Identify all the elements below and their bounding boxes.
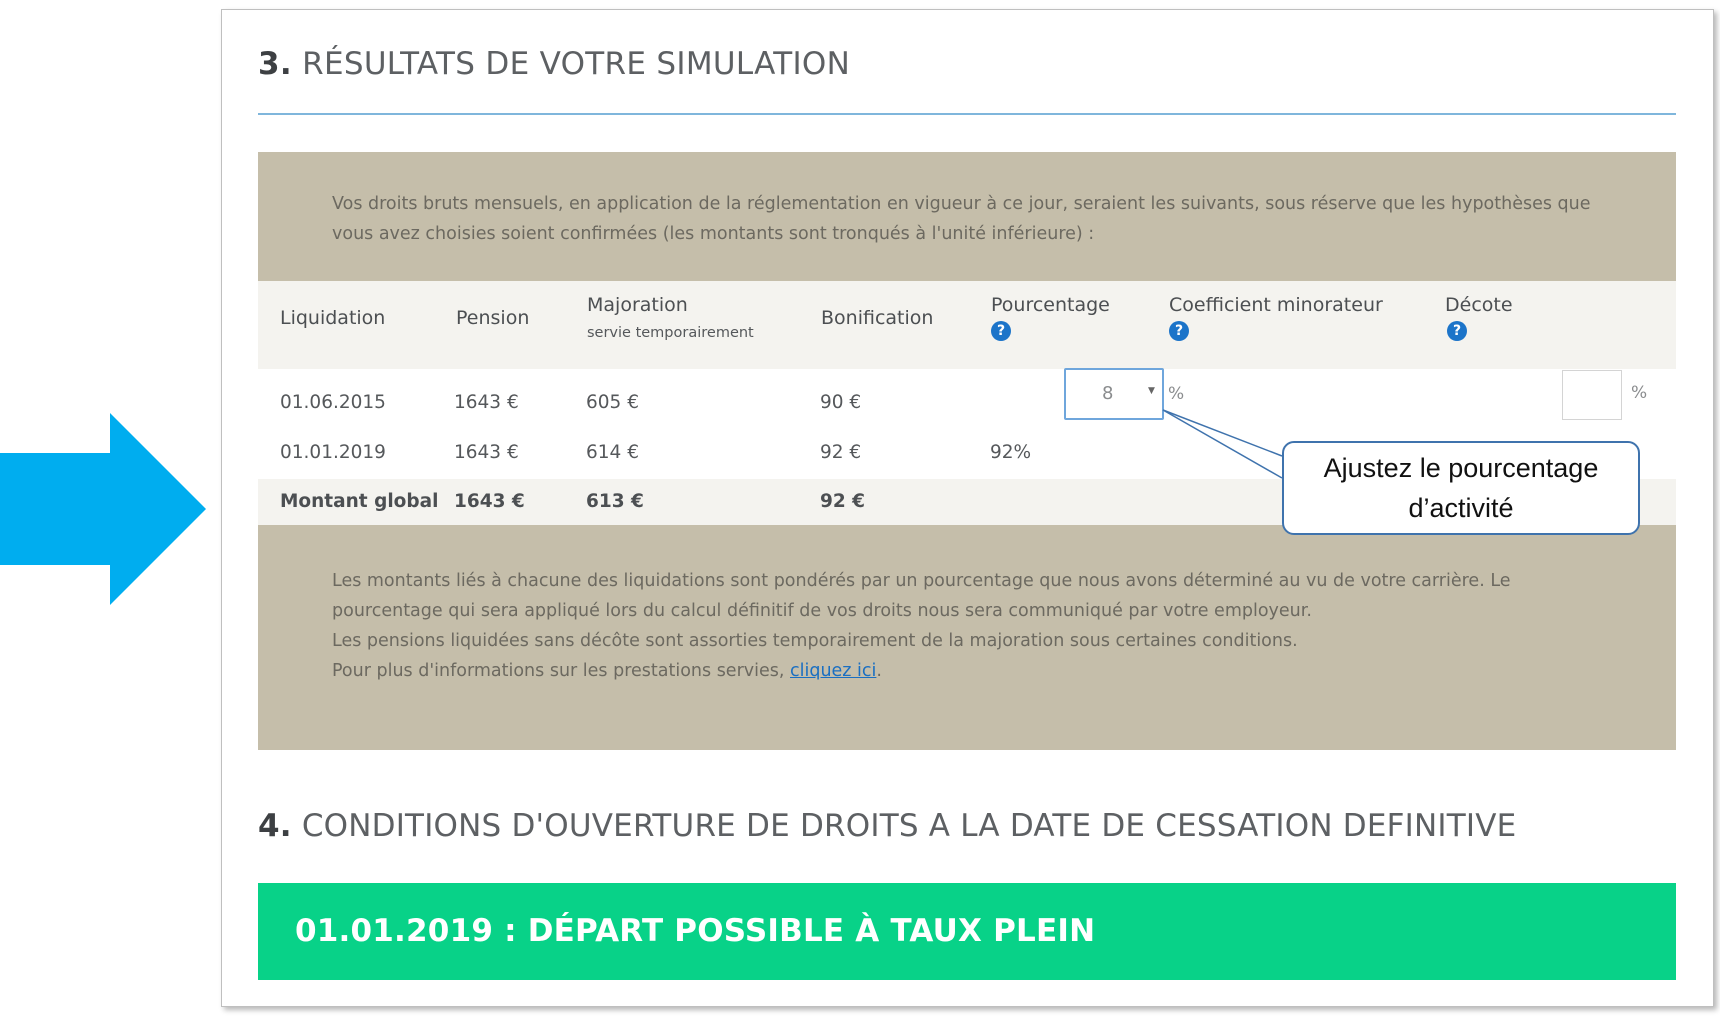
header-majoration: Majoration servie temporairement	[587, 294, 754, 341]
header-coefficient-minorateur: Coefficient minorateur ?	[1169, 294, 1383, 339]
pourcentage-select[interactable]	[1064, 368, 1164, 420]
total-majoration: 613 €	[586, 491, 644, 512]
cell-pourcentage: 92%	[990, 442, 1032, 463]
cell-liquidation: 01.06.2015	[280, 392, 386, 413]
header-liquidation: Liquidation	[280, 307, 386, 329]
cell-majoration: 614 €	[586, 442, 639, 463]
total-label: Montant global	[280, 491, 439, 512]
cell-bonification: 92 €	[820, 442, 862, 463]
status-banner: 01.01.2019 : DÉPART POSSIBLE À TAUX PLEIN	[258, 883, 1676, 980]
intro-text: Vos droits bruts mensuels, en application de la réglementation en vigueur à ce jour, seraient les suivants, sous réserve que les hypothèses que vous avez choisies soient confirmées (les montants sont tronqués à l'unité inférieure) :	[258, 152, 1676, 281]
note-line-1: Les montants liés à chacune des liquidations sont pondérés par un pourcentage que nous avons déterminé au vu de votre carrière. Le pourcentage qui sera appliqué lors du calcul définitif de vos droits nous sera communiqué par votre employeur.	[332, 571, 1511, 621]
callout-line-1: Ajustez le pourcentage	[1323, 453, 1599, 483]
pourcentage-select-value: 8	[1102, 383, 1114, 404]
header-pourcentage: Pourcentage ?	[991, 294, 1110, 339]
cell-liquidation: 01.01.2019	[280, 442, 386, 463]
chevron-down-icon: ▼	[1148, 386, 1155, 396]
header-decote: Décote ?	[1445, 294, 1513, 339]
help-icon[interactable]: ?	[1169, 321, 1189, 341]
total-pension: 1643 €	[454, 491, 525, 512]
info-note	[258, 525, 1676, 750]
section-3-title: 3. RÉSULTATS DE VOTRE SIMULATION	[258, 46, 851, 82]
more-info-link[interactable]: cliquez ici	[790, 661, 877, 681]
cell-bonification: 90 €	[820, 392, 862, 413]
cell-pension: 1643 €	[454, 442, 519, 463]
total-bonification: 92 €	[820, 491, 866, 512]
header-bonification: Bonification	[821, 307, 934, 329]
table-header-row	[258, 281, 1676, 369]
note-line-2: Les pensions liquidées sans décôte sont assorties temporairement de la majoration sous certaines conditions.	[332, 631, 1298, 651]
cell-pension: 1643 €	[454, 392, 519, 413]
help-icon[interactable]: ?	[1447, 321, 1467, 341]
note-line-3: Pour plus d'informations sur les prestations servies, cliquez ici.	[332, 661, 882, 681]
callout-tooltip	[1282, 441, 1640, 535]
help-icon[interactable]: ?	[991, 321, 1011, 341]
decote-input[interactable]	[1562, 370, 1622, 420]
section-4-title: 4. CONDITIONS D'OUVERTURE DE DROITS A LA DATE DE CESSATION DEFINITIVE	[258, 808, 1517, 844]
header-majoration-subtitle: servie temporairement	[587, 325, 754, 341]
callout-line-2: d’activité	[1408, 493, 1514, 523]
percent-unit: %	[1168, 384, 1185, 404]
decote-percent-unit: %	[1631, 383, 1648, 403]
cell-majoration: 605 €	[586, 392, 639, 413]
header-pension: Pension	[456, 307, 530, 329]
section-divider	[258, 113, 1676, 115]
table-row	[258, 380, 1676, 426]
arrow-right-icon	[0, 413, 206, 605]
